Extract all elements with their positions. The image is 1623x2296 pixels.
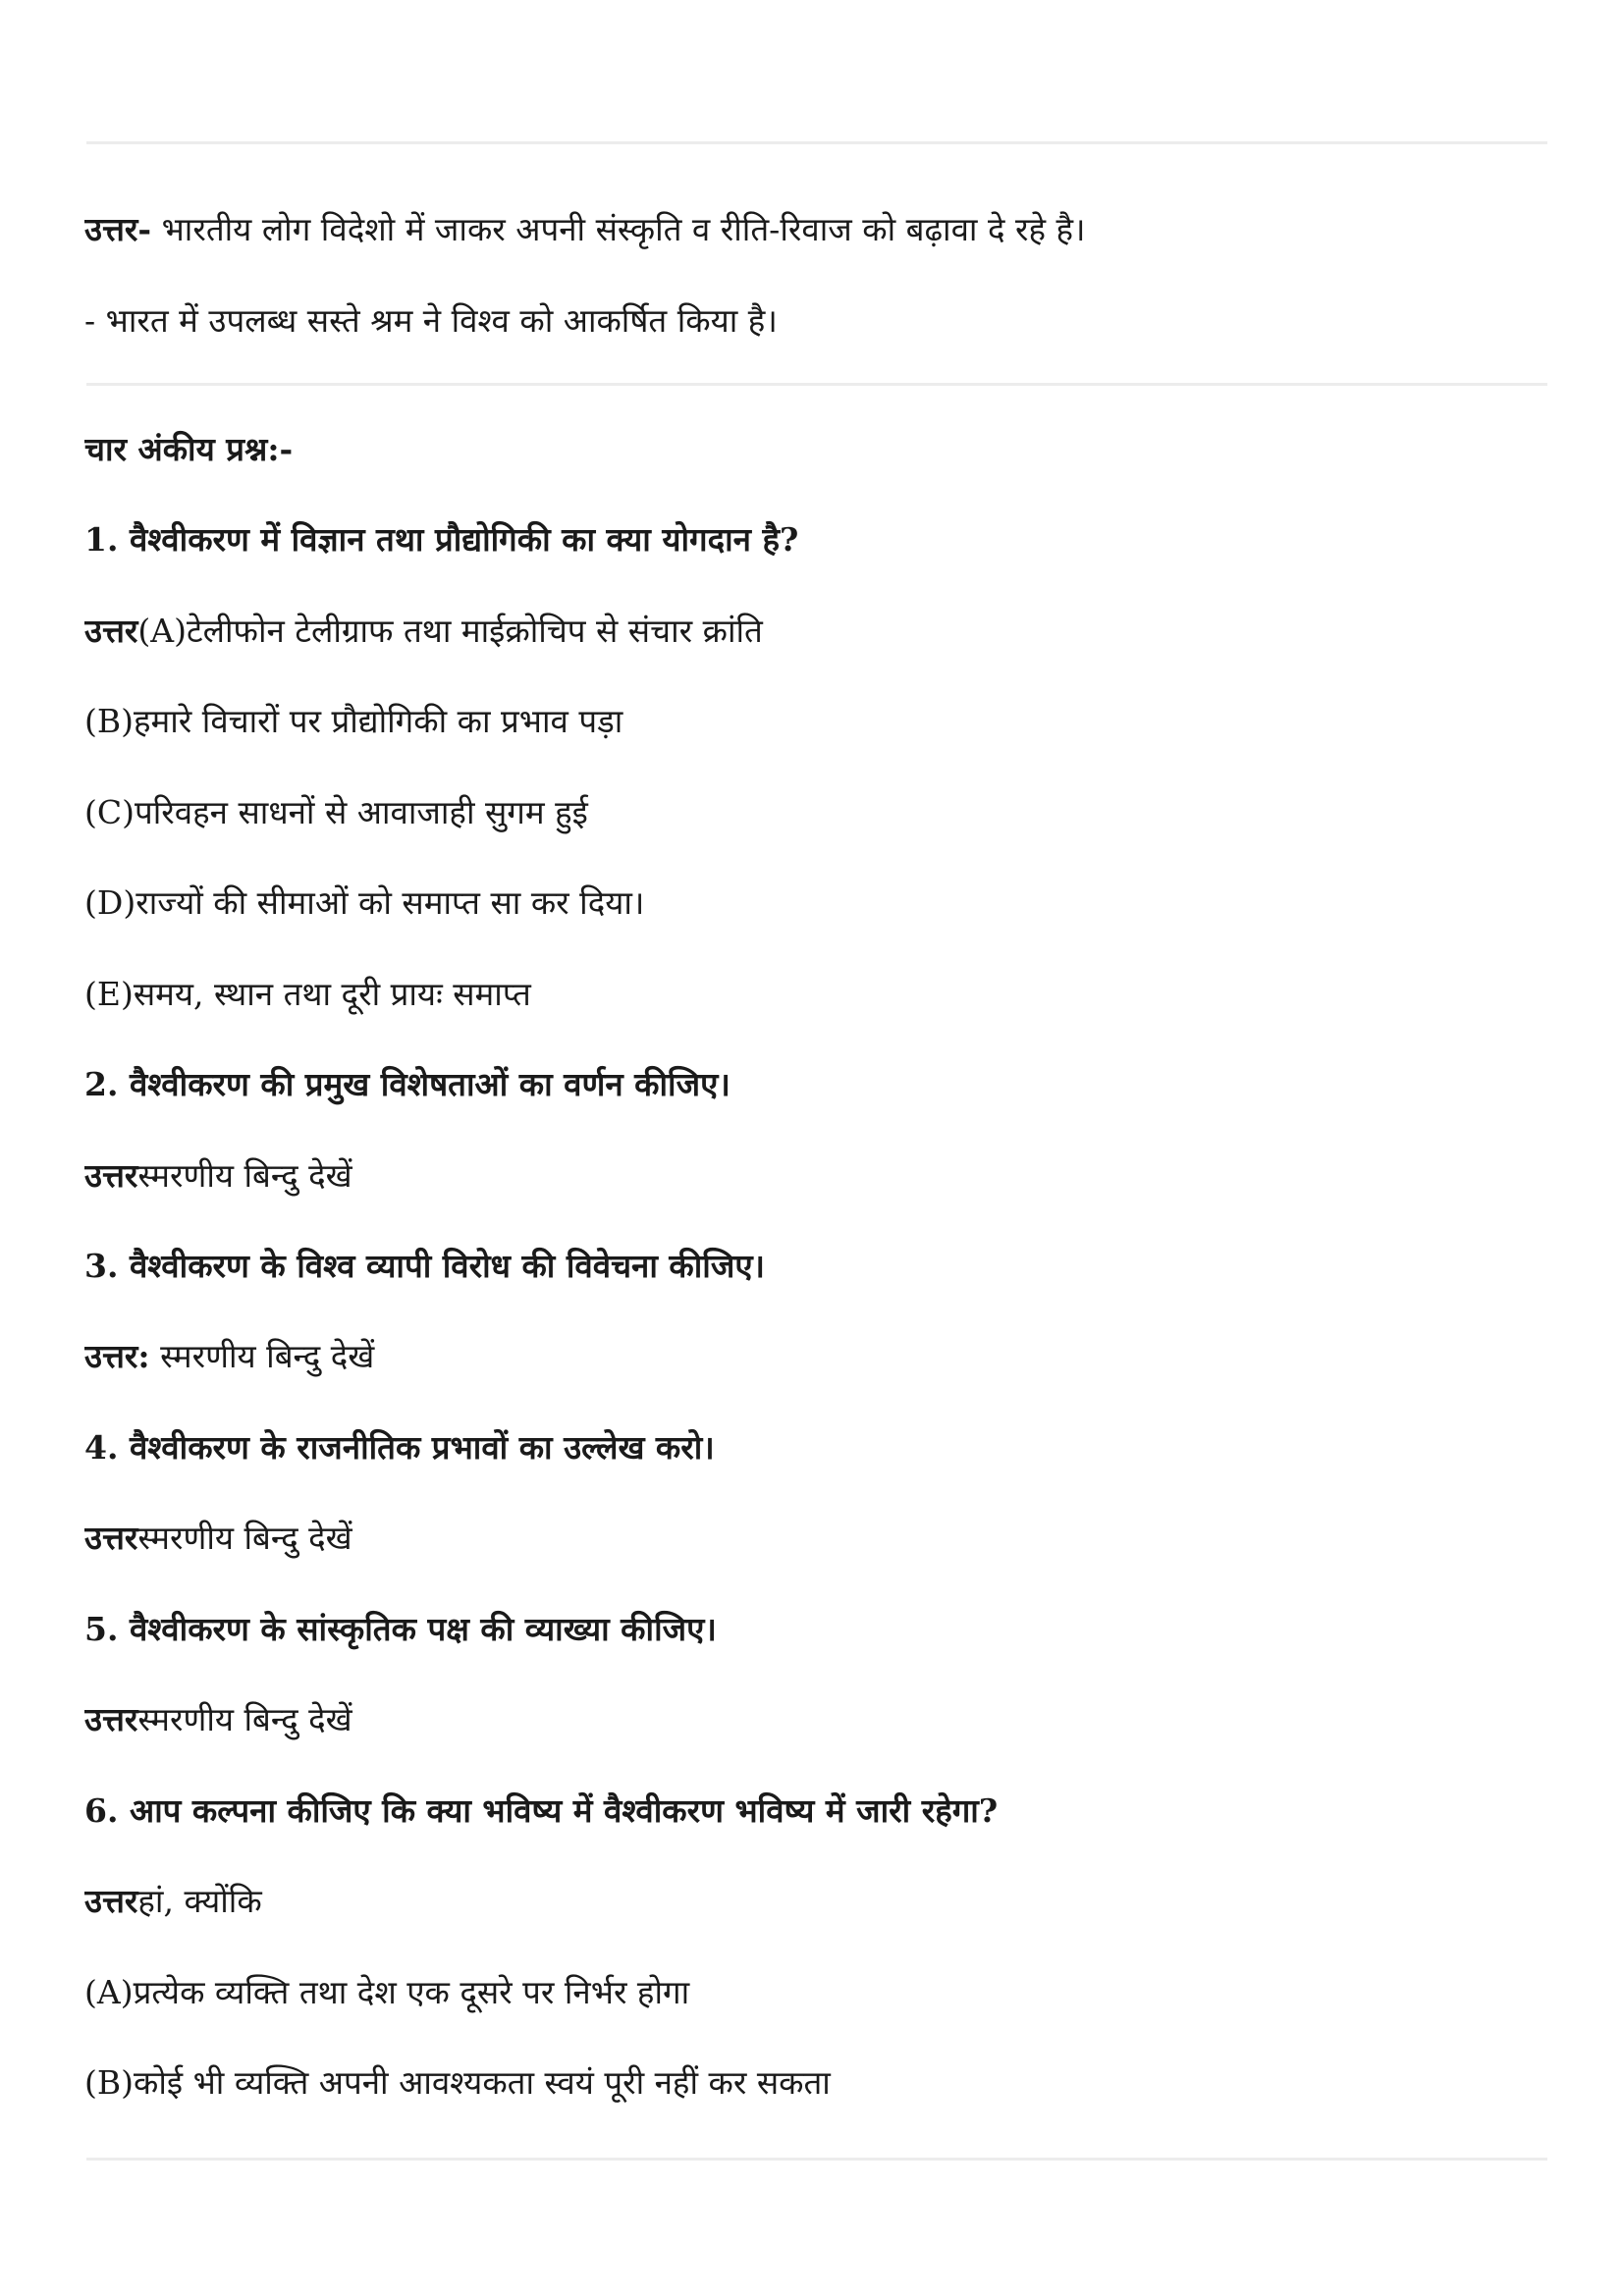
- bottom-divider: [86, 2158, 1547, 2161]
- answer-label: उत्तर: [84, 1882, 138, 1920]
- answer-text: स्मरणीय बिन्दु देखें: [137, 1519, 352, 1557]
- question-5: 5. वैश्वीकरण के सांस्कृतिक पक्ष की व्याख्या कीजिए।: [84, 1610, 717, 1648]
- answer-label: उत्तर: [84, 612, 138, 650]
- answer-5: [84, 1698, 1538, 1741]
- answer-text: (A)टेलीफोन टेलीग्राफ तथा माईक्रोचिप से संचार क्रांति: [137, 612, 763, 650]
- question-1: 1. वैश्वीकरण में विज्ञान तथा प्रौद्योगिकी का क्या योगदान है?: [84, 520, 799, 559]
- answer-1-point-c: (C)परिवहन साधनों से आवाजाही सुगम हुई: [84, 793, 588, 831]
- question-2: 2. वैश्वीकरण की प्रमुख विशेषताओं का वर्णन कीजिए।: [84, 1065, 730, 1103]
- section-divider: [86, 383, 1547, 386]
- answer-line-2: - भारत में उपलब्ध सस्ते श्रम ने विश्व को आकर्षित किया है।: [84, 301, 778, 340]
- question-4: 4. वैश्वीकरण के राजनीतिक प्रभावों का उल्लेख करो।: [84, 1428, 715, 1467]
- answer-text: स्मरणीय बिन्दु देखें: [137, 1700, 352, 1738]
- answer-text: हां, क्योंकि: [137, 1882, 262, 1920]
- answer-text: भारतीय लोग विदेशो में जाकर अपनी संस्कृति व रीति-रिवाज को बढ़ावा दे रहे है।: [151, 210, 1086, 248]
- question-6: 6. आप कल्पना कीजिए कि क्या भविष्य में वैश्वीकरण भविष्य में जारी रहेगा?: [84, 1791, 999, 1830]
- answer-3: [84, 1335, 1538, 1378]
- answer-1-point-d: (D)राज्यों की सीमाओं को समाप्त सा कर दिया।: [84, 883, 645, 922]
- answer-text: स्मरणीय बिन्दु देखें: [149, 1337, 375, 1375]
- answer-label: उत्तर:: [84, 1337, 150, 1375]
- top-divider: [86, 141, 1547, 144]
- answer-1-point-b: (B)हमारे विचारों पर प्रौद्योगिकी का प्रभाव पड़ा: [84, 702, 623, 740]
- answer-label: उत्तर-: [84, 210, 152, 248]
- answer-label: उत्तर: [84, 1700, 138, 1738]
- section-heading: चार अंकीय प्रश्न:-: [84, 430, 294, 468]
- answer-label: उत्तर: [84, 1519, 138, 1557]
- answer-6-point-a: (A)प्रत्येक व्यक्ति तथा देश एक दूसरे पर निर्भर होगा: [84, 1973, 690, 2011]
- answer-1-point-e: (E)समय, स्थान तथा दूरी प्रायः समाप्त: [84, 975, 531, 1013]
- answer-2: [84, 1154, 1538, 1198]
- answer-4: [84, 1517, 1538, 1560]
- answer-6: [84, 1880, 1538, 1923]
- answer-paragraph: [84, 208, 1538, 251]
- answer-text: स्मरणीय बिन्दु देखें: [137, 1156, 352, 1195]
- answer-1: [84, 610, 1538, 653]
- answer-6-point-b: (B)कोई भी व्यक्ति अपनी आवश्यकता स्वयं पूरी नहीं कर सकता: [84, 2063, 831, 2102]
- answer-label: उत्तर: [84, 1156, 138, 1195]
- question-3: 3. वैश्वीकरण के विश्व व्यापी विरोध की विवेचना कीजिए।: [84, 1247, 766, 1285]
